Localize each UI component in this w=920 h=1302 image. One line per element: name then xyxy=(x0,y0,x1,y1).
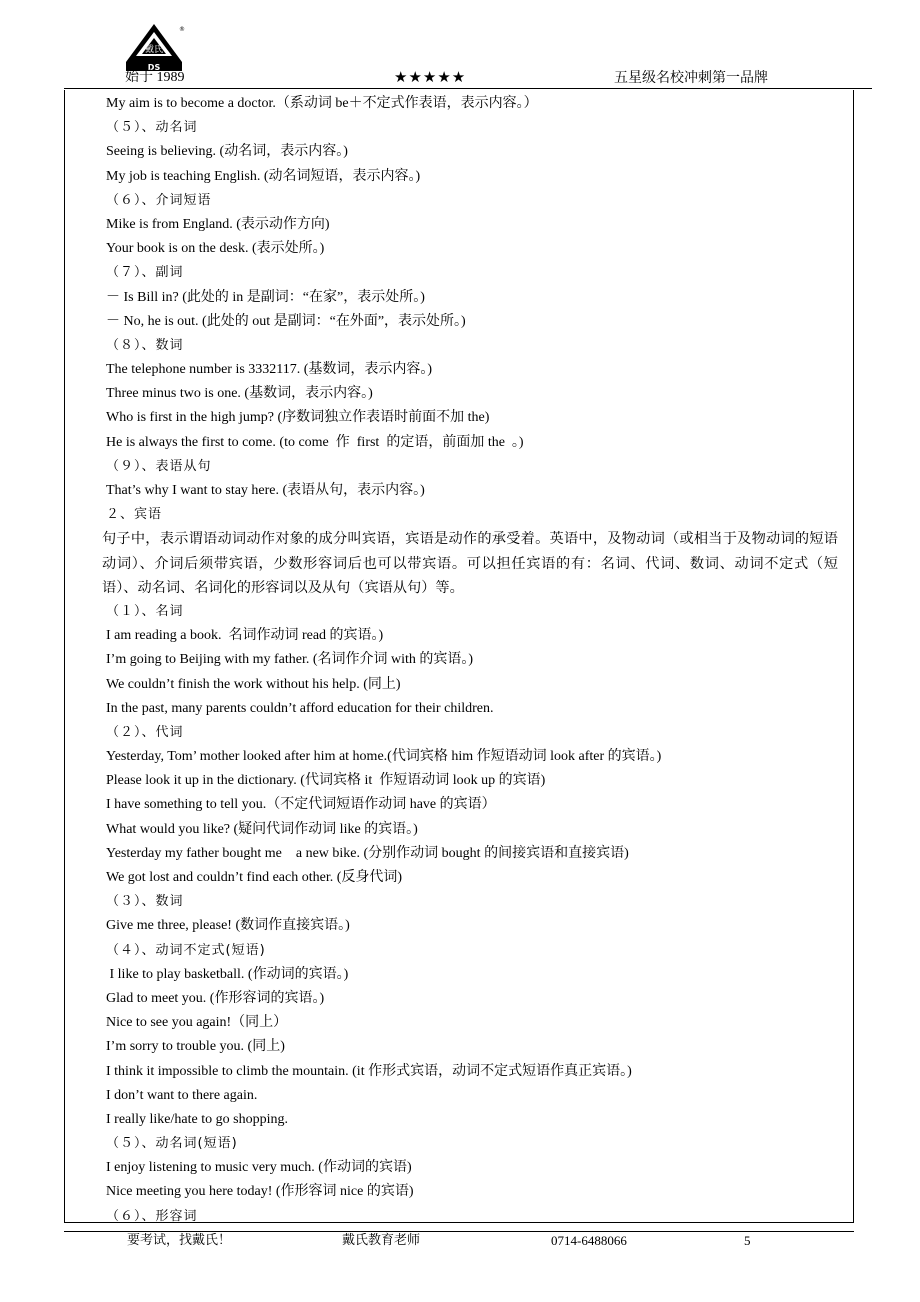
since-year: 始于 1989 xyxy=(125,70,185,85)
example-sentence: We got lost and couldn’t find each other. (反身代词) xyxy=(106,870,403,886)
svg-text:®: ® xyxy=(179,26,185,33)
example-sentence: I’m going to Beijing with my father. (名词作介词 with 的宾语。) xyxy=(106,652,474,668)
example-sentence: That’s why I want to stay here. (表语从句，表示内容。) xyxy=(106,483,425,498)
logo-abbr: DS xyxy=(147,63,161,72)
example-sentence: Yesterday, Tom’ mother looked after him at home.(代词宾格 him 作短语动词 look after 的宾语。) xyxy=(106,749,662,765)
example-sentence: I am reading a book. 名词作动词 read 的宾语。) xyxy=(106,628,384,644)
example-sentence: He is always the first to come. (to come 作 first 的定语，前面加 the 。) xyxy=(106,434,524,450)
logo-chinese: 戴氏 xyxy=(144,45,164,55)
section-heading: （５）、动名词(短语) xyxy=(106,1136,238,1152)
example-sentence: － Is Bill in? (此处的 in 是副词：“在家”，表示处所。) xyxy=(106,289,425,305)
document-body xyxy=(102,92,846,1229)
page-header xyxy=(0,0,920,92)
example-sentence: I don’t want to there again. xyxy=(106,1087,258,1103)
footer-slogan: 要考试，找戴氏！ xyxy=(127,1233,232,1248)
example-sentence: What would you like? (疑问代词作动词 like 的宾语。) xyxy=(106,821,418,837)
section-heading: （７）、副词 xyxy=(106,265,184,281)
example-sentence: I’m sorry to trouble you. (同上) xyxy=(106,1039,285,1055)
footer-teacher: 戴氏教育老师 xyxy=(342,1233,421,1248)
example-sentence: I enjoy listening to music very much. (作动词的宾语) xyxy=(106,1160,412,1176)
daishi-logo xyxy=(122,22,186,72)
five-stars: ★★★★★ xyxy=(394,68,467,86)
section-heading: （１）、名词 xyxy=(106,603,184,619)
example-sentence: I really like/hate to go shopping. xyxy=(106,1111,288,1127)
section-heading: （２）、代词 xyxy=(106,724,184,740)
section-heading: （６）、介词短语 xyxy=(106,192,212,208)
example-sentence: － No, he is out. (此处的 out 是副词：“在外面”，表示处所。) xyxy=(106,313,466,329)
footer-divider xyxy=(64,1231,854,1232)
example-sentence: Give me three, please! (数词作直接宾语。) xyxy=(106,918,350,934)
example-sentence: The telephone number is 3332117. (基数词，表示内容。) xyxy=(106,362,433,378)
example-sentence: My aim is to become a doctor.（系动词 be＋不定式作表语，表示内容。） xyxy=(106,96,538,111)
section-heading: ２、宾语 xyxy=(106,507,163,523)
header-slogan: 五星级名校冲刺第一品牌 xyxy=(614,70,768,86)
example-sentence: Who is first in the high jump? (序数词独立作表语时前面不加 the) xyxy=(106,410,490,426)
footer-phone: 0714-6488066 xyxy=(551,1233,627,1248)
example-sentence: We couldn’t finish the work without his help. (同上) xyxy=(106,676,401,692)
page-number: 5 xyxy=(744,1233,751,1248)
example-sentence: I think it impossible to climb the mountain. (it 作形式宾语，动词不定式短语作真正宾语。) xyxy=(106,1063,632,1079)
section-heading: （９）、表语从句 xyxy=(106,458,212,474)
section-heading: （３）、数词 xyxy=(106,894,184,910)
section-heading: （５）、动名词 xyxy=(106,120,198,136)
section-heading: （６）、形容词 xyxy=(106,1208,198,1224)
example-sentence: Your book is on the desk. (表示处所。) xyxy=(106,241,325,257)
example-sentence: Nice meeting you here today! (作形容词 nice 的宾语) xyxy=(106,1184,414,1200)
example-sentence: Glad to meet you. (作形容词的宾语。) xyxy=(106,990,325,1006)
header-divider xyxy=(64,88,872,89)
example-sentence: I like to play basketball. (作动词的宾语。) xyxy=(106,966,349,982)
example-sentence: Nice to see you again!（同上） xyxy=(106,1015,288,1031)
example-sentence: In the past, many parents couldn’t afford education for their children. xyxy=(106,700,494,716)
section-heading: （４）、动词不定式(短语) xyxy=(106,942,266,958)
example-sentence: Please look it up in the dictionary. (代词宾格 it 作短语动词 look up 的宾语) xyxy=(106,773,546,789)
example-sentence: Seeing is believing. (动名词，表示内容。) xyxy=(106,144,348,160)
section-heading: （８）、数词 xyxy=(106,337,184,353)
example-sentence: I have something to tell you.（不定代词短语作动词 have 的宾语） xyxy=(106,797,496,813)
definition-paragraph: 句子中，表示谓语动词动作对象的成分叫宾语，宾语是动作的承受着。英语中，及物动词（或相当于及物动词的短语动词）、介词后须带宾语，少数形容词后也可以带宾语。可以担任宾语的有：名词、代词、数词、动词不定式（短语）、动名词、名词化的形容词以及从句（宾语从句）等。 xyxy=(102,531,838,596)
example-sentence: Yesterday my father bought me a new bike. (分别作动词 bought 的间接宾语和直接宾语) xyxy=(106,845,629,861)
example-sentence: Mike is from England. (表示动作方向) xyxy=(106,216,330,232)
example-sentence: Three minus two is one. (基数词，表示内容。) xyxy=(106,386,373,402)
example-sentence: My job is teaching English. (动名词短语，表示内容。) xyxy=(106,168,421,184)
